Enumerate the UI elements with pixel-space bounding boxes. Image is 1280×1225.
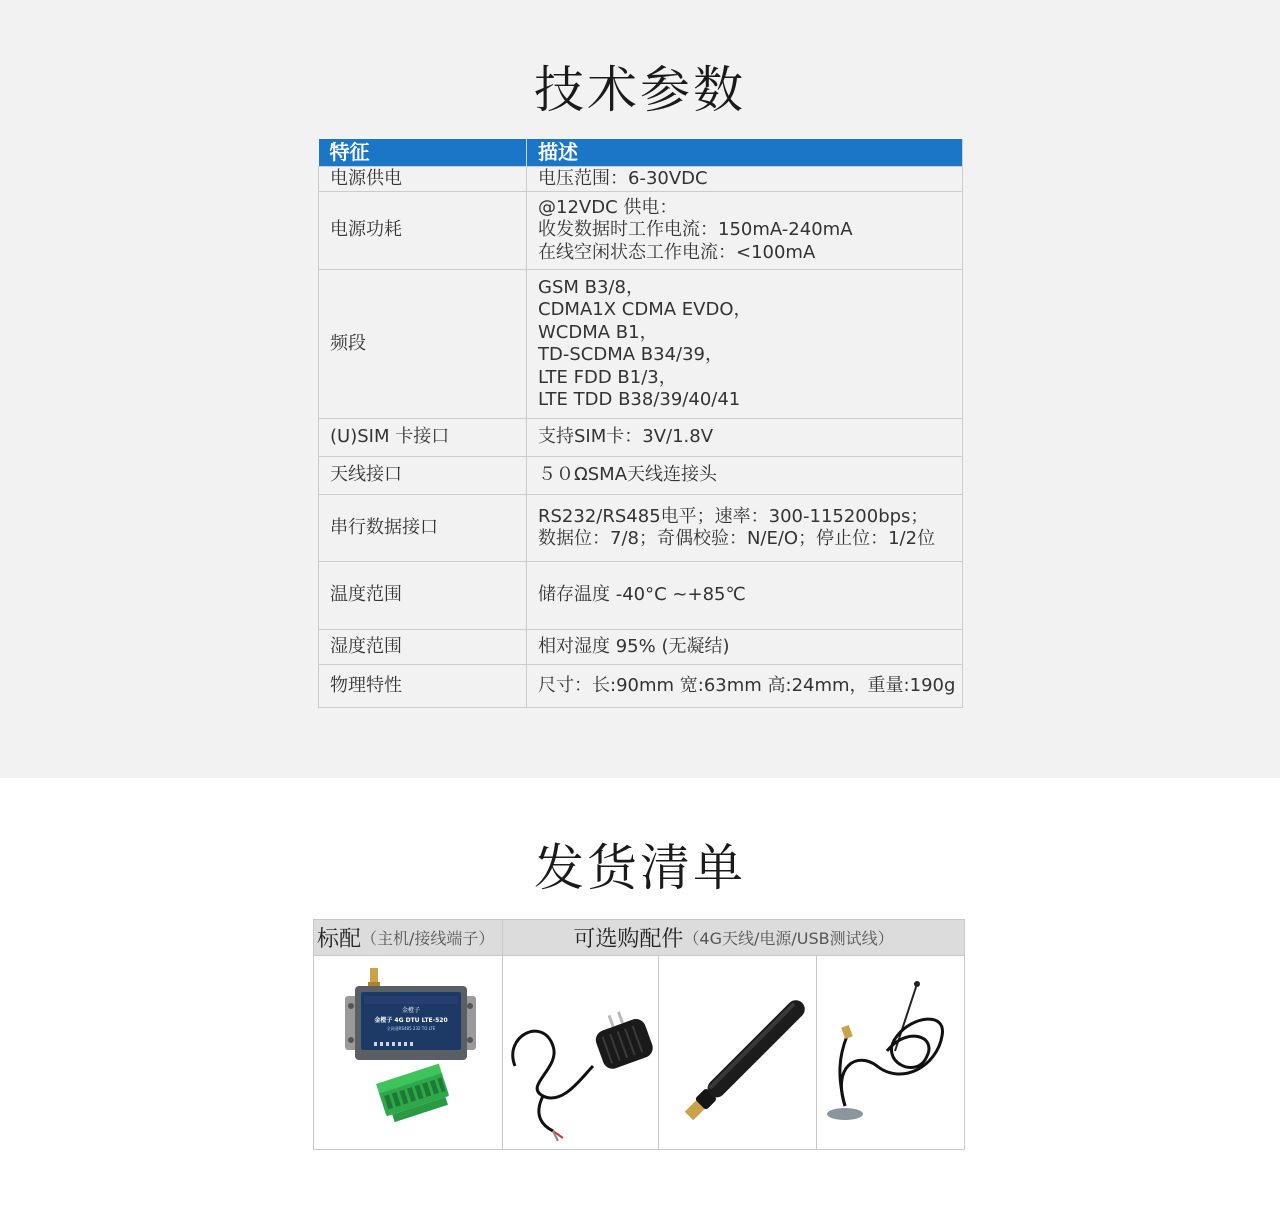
spec-description-line: 储存温度 -40°C ~+85℃ (538, 584, 746, 606)
optional-header (503, 920, 964, 956)
spec-description (527, 270, 963, 419)
spec-description (527, 457, 963, 495)
standard-header (314, 920, 503, 956)
spec-row (319, 457, 963, 495)
spec-description-line: ５０ΩSMA天线连接头 (538, 464, 718, 486)
spec-row (319, 562, 963, 630)
spec-description (527, 665, 963, 708)
adapter-body-icon (589, 1005, 656, 1072)
spec-description-line: RS232/RS485电平；速率：300-115200bps； (538, 505, 929, 527)
header-feature: 特征 (319, 139, 527, 167)
spec-row (319, 270, 963, 419)
spec-header-row (319, 139, 963, 167)
optional-note: （4G天线/电源/USB测试线） (683, 929, 894, 948)
spec-row (319, 419, 963, 457)
stub-antenna-image (659, 956, 817, 1149)
spec-row (319, 495, 963, 562)
spec-row (319, 192, 963, 270)
spec-row (319, 665, 963, 708)
power-adapter-cell (503, 956, 659, 1149)
spec-table (318, 139, 963, 708)
spec-feature: 温度范围 (319, 562, 527, 630)
spec-description-line: 电压范围：6-30VDC (538, 167, 708, 189)
spec-row (319, 630, 963, 665)
spec-title: 技术参数 (534, 61, 746, 119)
spec-description-line: 尺寸：长:90mm 宽:63mm 高:24mm，重量:190g (538, 674, 956, 696)
dtu-device-image (314, 956, 503, 1149)
device-model: 金橙子 4G DTU LTE-520 (374, 1017, 448, 1024)
standard-items-cell (314, 956, 503, 1149)
spec-description-line: 相对湿度 95% (无凝结) (538, 635, 730, 657)
spec-description (527, 192, 963, 270)
spec-description-line: LTE TDD B38/39/40/41 (538, 389, 741, 410)
spec-description-line: CDMA1X CDMA EVDO， (538, 299, 752, 320)
spec-feature: 天线接口 (319, 457, 527, 495)
standard-note: （主机/接线端子） (361, 929, 495, 948)
spec-feature: (U)SIM 卡接口 (319, 419, 527, 457)
standard-label: 标配 (317, 927, 362, 952)
spec-description (527, 630, 963, 665)
shipping-table (313, 919, 965, 1150)
terminal-block-icon (376, 1064, 452, 1124)
spec-body (319, 167, 963, 708)
optional-label: 可选购配件 (573, 927, 684, 952)
spec-description-line: LTE FDD B1/3， (538, 366, 677, 388)
device-brand: 金橙子 (401, 1007, 421, 1014)
spec-description (527, 419, 963, 457)
spec-row (319, 167, 963, 192)
spec-feature: 物理特性 (319, 665, 527, 708)
spec-description-line: WCDMA B1， (538, 321, 658, 343)
spec-description-line: GSM B3/8， (538, 276, 644, 298)
spec-description-line: 收发数据时工作电流：150mA-240mA (538, 219, 853, 241)
spec-description-line: TD-SCDMA B34/39， (538, 344, 723, 365)
spec-feature: 电源供电 (319, 167, 527, 192)
shipping-title: 发货清单 (534, 839, 746, 897)
spec-description-line: 支持SIM卡：3V/1.8V (538, 426, 714, 448)
header-description: 描述 (527, 139, 963, 167)
device-sub: 全网通RS485 232 TO LTE (386, 1026, 436, 1031)
spec-description (527, 495, 963, 562)
spec-feature: 串行数据接口 (319, 495, 527, 562)
spec-feature: 湿度范围 (319, 630, 527, 665)
spec-feature: 电源功耗 (319, 192, 527, 270)
spec-feature: 频段 (319, 270, 527, 419)
spec-description-line: 数据位：7/8；奇偶校验：N/E/O；停止位：1/2位 (538, 528, 936, 549)
spec-description-line: @12VDC 供电： (538, 196, 678, 218)
spec-description-line: 在线空闲状态工作电流：<100mA (538, 241, 816, 263)
sucker-antenna-cell (817, 956, 964, 1149)
spec-description (527, 562, 963, 630)
spec-description (527, 167, 963, 192)
sucker-antenna-image (817, 956, 964, 1149)
antenna-cell (659, 956, 817, 1149)
power-adapter-image (503, 956, 659, 1149)
